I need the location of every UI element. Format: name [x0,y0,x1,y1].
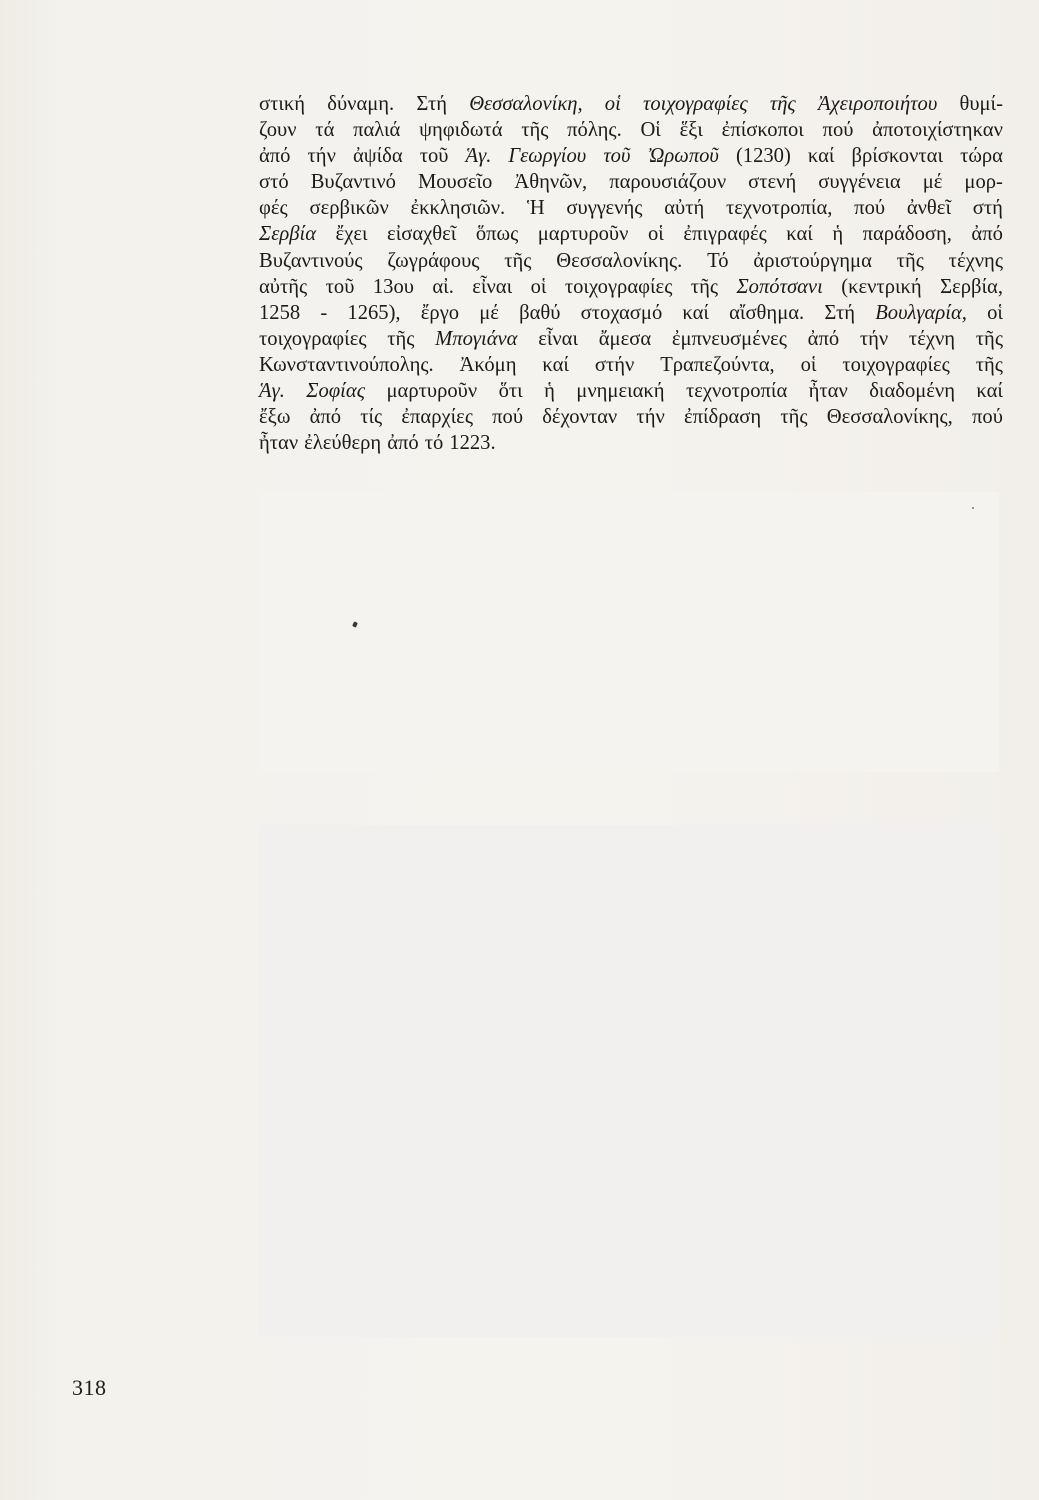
word: ἐκκλησιῶν. [410,197,506,220]
word: τώρα [960,145,1003,168]
word: Σοφίας [306,380,366,403]
word: τῆς [896,249,924,272]
word: ἐμπνευσμένες [671,327,787,350]
word: Στή [824,301,856,324]
ink-dot [972,507,974,509]
word: Μπογιάνα [435,327,518,350]
word: ἐπίδραση [683,406,762,429]
word: μαρτυροῦν [386,380,478,403]
word: ἔξω [259,406,291,429]
word: ἐπίσκοποι [721,119,804,142]
word: μορ- [964,171,1003,194]
word: 1265), [347,301,401,324]
word: τῆς [780,406,808,429]
word: αὐτή [664,197,705,220]
word: τῆς [521,119,549,142]
word: εἶναι [538,327,579,350]
word: στήν [594,353,635,376]
word: τοιχογραφίες [642,93,748,115]
blank-plate-area-upper [259,492,999,772]
word: μνημειακή [576,380,665,403]
word: τήν [636,406,665,429]
word: οἱ [530,275,547,298]
word: στενή [748,171,797,194]
text-line [259,221,1003,247]
word: ἀπό [259,145,291,168]
word: δύναμη. [327,93,395,115]
text-line [259,430,1003,456]
word: ἡ [544,380,555,403]
word: ἐπιγραφές [683,223,767,246]
word: σερβικῶν [309,197,389,220]
text-line [259,352,1003,378]
word: τῆς [387,327,415,350]
word: εἶναι [472,275,513,298]
word: Ὠρωποῦ [647,145,719,168]
page-number: 318 [72,1375,107,1400]
word: διαδομένη [869,380,956,403]
word: ἀψίδα [352,145,403,168]
word: πού [492,406,524,429]
word: Σερβία [259,223,317,246]
word: τῆς [975,353,1003,376]
word: ἐπαρχίες [401,406,473,429]
word: ἀριστούργημα [753,249,872,272]
word: (κεντρική [841,275,922,298]
word: 1258 [259,301,301,324]
word: ἦταν [259,432,299,455]
word: πού [822,119,854,142]
word: (1230) [735,145,791,168]
word: Βουλγαρία, [875,301,967,324]
word: ἔχει [335,223,368,246]
word: ζωγράφους [387,249,480,272]
text-line [259,378,1003,404]
word: 13ου [372,275,414,298]
word: στή [972,197,1003,220]
word: τίς [360,406,383,429]
word: καί [786,223,813,246]
word: τοῦ [603,145,631,168]
word: ἀπό [309,406,342,429]
word: τοιχογραφίες [564,275,673,298]
word: Οἱ [640,119,661,142]
word: Θεσσαλονίκης, [826,406,953,429]
word: - [320,301,328,324]
word: ἀνθεῖ [906,197,951,220]
word: ἡ [832,223,844,246]
word: μέ [479,301,499,324]
word: Σοπότσανι [736,275,823,298]
text-line [259,300,1003,326]
word: οἱ [987,301,1003,324]
word: στό [259,171,289,194]
text-line [259,117,1003,143]
word: τῆς [690,275,718,298]
word: Κωνσταντινούπολης. [259,353,434,376]
word: τεχνοτροπία [685,380,788,403]
word: δέχονταν [542,406,618,429]
word: Μουσεῖο [417,171,493,194]
word: ψηφιδωτά [419,119,503,142]
word: τέχνη [908,327,956,350]
word: τῆς [769,93,796,115]
word: πού [854,197,886,220]
word: οἱ [604,93,621,115]
text-line [259,248,1003,274]
body-paragraph [259,91,1003,456]
word: Ἁγ. [465,145,492,168]
word: τά [315,119,335,142]
text-line [259,404,1003,430]
word: τοιχογραφίες [842,353,950,376]
word: Ἁγ. [259,380,285,403]
word: ὅπως [475,223,519,246]
word: ἐλεύθερη [304,432,382,455]
word: Τό [707,249,729,272]
word: τό [424,432,444,455]
word: ὅτι [498,380,523,403]
word: Γεωργίου [508,145,587,168]
word: ἄμεσα [598,327,652,350]
text-line [259,143,1003,169]
word: καί [976,380,1003,403]
text-line [259,195,1003,221]
word: Θεσσαλονίκης. [556,249,683,272]
word: παλιά [353,119,401,142]
text-line [259,91,1003,117]
word: βαθύ [519,301,561,324]
word: καί [542,353,569,376]
word: στοχασμό [580,301,663,324]
text-line [259,169,1003,195]
word: ἀπό [807,327,840,350]
text-line [259,326,1003,352]
word: αἰ. [432,275,454,298]
word: μέ [922,171,943,194]
word: τοῦ [419,145,449,168]
word: συγγένεια [818,171,901,194]
word: πού [972,406,1003,429]
word: βρίσκονται [851,145,944,168]
word: Ἀκόμη [459,353,517,376]
word: στική [259,93,306,115]
word: τήν [859,327,889,350]
word: τῆς [975,327,1003,350]
word: Βυζαντινούς [259,249,363,272]
word: ἀπό [387,432,419,455]
word: ἕξι [679,119,703,142]
word: τεχνοτροπία, [726,197,833,220]
word: ἔργο [420,301,460,324]
word: οἱ [647,223,664,246]
word: Θεσσαλονίκη, [469,93,583,115]
word: ζουν [259,119,297,142]
word: καί [807,145,835,168]
text-line [259,274,1003,300]
word: αἴσθημα. [729,301,805,324]
word: μαρτυροῦν [537,223,629,246]
word: τῆς [504,249,532,272]
word: τοιχογραφίες [259,327,367,350]
word: αὐτῆς [259,275,308,298]
word: θυμί- [959,93,1003,115]
word: παρουσιάζουν [609,171,727,194]
word: τοῦ [325,275,355,298]
word: Ἀθηνῶν, [514,171,588,194]
word: φές [259,197,288,220]
word: Βυζαντινό [310,171,396,194]
word: Ἀχειροποιήτου [817,93,938,115]
word: Τραπεζούντα, [660,353,775,376]
word: 1223. [449,432,496,455]
word: τέχνης [948,249,1003,272]
word: εἰσαχθεῖ [387,223,457,246]
faded-illustration-area [259,825,999,1337]
word: Ἡ [526,197,545,220]
word: ἦταν [808,380,848,403]
word: τήν [307,145,336,168]
word: πόλης. [567,119,622,142]
word: ἀπό [971,223,1003,246]
word: Στή [416,93,448,115]
word: καί [682,301,709,324]
word: ἀποτοιχίστηκαν [872,119,1003,142]
word: οἱ [800,353,817,376]
word: Σερβία, [940,275,1003,298]
word: συγγενής [566,197,643,220]
word: παράδοση, [862,223,952,246]
